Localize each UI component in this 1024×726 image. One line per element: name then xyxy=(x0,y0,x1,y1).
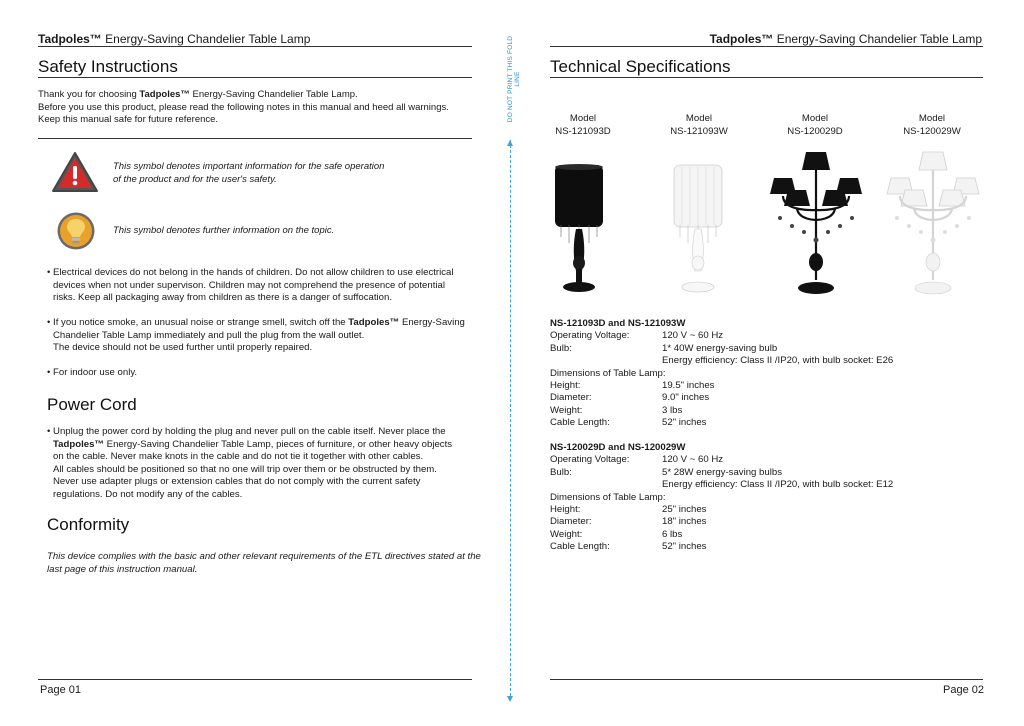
lamp-image-ns-120029d xyxy=(768,150,864,296)
bullet-children: • Electrical devices do not belong in the hands of children. Do not allow children to use electrical devices when not under supervison. Children may not comprehend the presence of potential risks. Keep all packaging away from children as there is a danger of suffocation. xyxy=(47,267,454,303)
header-brand-right: Tadpoles™ xyxy=(709,32,774,46)
warning-symbol-text: This symbol denotes important information for the safe operation of the product and for the user's safety. xyxy=(113,161,385,185)
fold-line xyxy=(510,140,511,696)
footer-rule-left xyxy=(38,679,472,680)
model-label-1: Model NS-121093D xyxy=(555,113,611,137)
safety-title: Safety Instructions xyxy=(38,57,178,76)
model-label-4: Model NS-120029W xyxy=(903,113,961,137)
header-title: Energy-Saving Chandelier Table Lamp xyxy=(105,32,311,46)
safety-title-rule xyxy=(38,77,472,78)
tech-title-rule xyxy=(550,77,983,78)
header-title-right: Energy-Saving Chandelier Table Lamp xyxy=(776,32,982,46)
page-number-left: Page 01 xyxy=(40,684,81,696)
power-cord-title: Power Cord xyxy=(47,395,137,414)
right-header xyxy=(710,32,982,46)
lamp-image-ns-121093d xyxy=(553,163,605,293)
model-label-3: Model NS-120029D xyxy=(787,113,843,137)
conformity-text: This device complies with the basic and other relevant requirements of the ETL directives stated at the last page of this instruction manual. xyxy=(47,551,481,575)
page-number-right: Page 02 xyxy=(943,684,984,696)
header-rule-right xyxy=(550,46,983,47)
fold-line-label: DO NOT PRINT THIS FOLD LINE xyxy=(507,35,521,123)
spec-block-2: NS-120029D and NS-120029W Operating Voltage: 120 V ~ 60 Hz Bulb: 5* 28W energy-saving bulbs Energy efficiency: Class II /IP20, with bulb socket: E12 Dimensions of Table Lamp: Height: 25" inches Diameter: 18" inches Weight: 6 lbs Cable Length: 52" inches xyxy=(550,442,894,553)
info-bulb-icon xyxy=(56,211,96,251)
footer-rule-right xyxy=(550,679,983,680)
lamp-image-ns-120029w xyxy=(885,150,981,296)
info-symbol-text: This symbol denotes further information on the topic. xyxy=(113,225,335,236)
model-label-2: Model NS-121093W xyxy=(670,113,728,137)
left-header xyxy=(38,32,310,46)
bullet-smoke: • If you notice smoke, an unusual noise or strange smell, switch off the Tadpoles™ Energy-Saving Chandelier Table Lamp immediately and pull the plug from the wall outlet. The device should not be used further until properly repaired. xyxy=(47,317,465,353)
tech-spec-title: Technical Specifications xyxy=(550,57,731,76)
lamp-image-ns-121093w xyxy=(672,163,724,293)
spec-1-heading: NS-121093D and NS-121093W xyxy=(550,318,686,329)
fold-arrow-down-icon xyxy=(507,696,513,702)
intro-rule xyxy=(38,138,472,139)
intro-text: Thank you for choosing Tadpoles™ Energy-Saving Chandelier Table Lamp. Before you use this product, please read the following notes in this manual and heed all warnings. Keep this manual safe for future reference. xyxy=(38,89,449,125)
header-rule-left xyxy=(38,46,472,47)
warning-icon xyxy=(51,151,99,193)
conformity-title: Conformity xyxy=(47,515,130,534)
bullet-indoor: • For indoor use only. xyxy=(47,367,138,378)
power-cord-text: • Unplug the power cord by holding the plug and never pull on the cable itself. Never place the Tadpoles™ Energy-Saving Chandelier Table Lamp, pieces of furniture, or other heavy objects on the cable. Never make knots in the cable and do not tie it together with other cables. All cables should be positioned so that no one will trip over them or be obstructed by them. Never use adapter plugs or extension cables that do not comply with the current safety regulations. Do not modify any of the cables. xyxy=(47,426,453,500)
header-brand: Tadpoles™ xyxy=(38,32,102,46)
spec-block-1: NS-121093D and NS-121093W Operating Voltage: 120 V ~ 60 Hz Bulb: 1* 40W energy-saving bulb Energy efficiency: Class II /IP20, with bulb socket: E26 Dimensions of Table Lamp: Height: 19.5" inches Diameter: 9.0" inches Weight: 3 lbs Cable Length: 52" inches xyxy=(550,318,894,429)
spec-2-heading: NS-120029D and NS-120029W xyxy=(550,442,686,453)
